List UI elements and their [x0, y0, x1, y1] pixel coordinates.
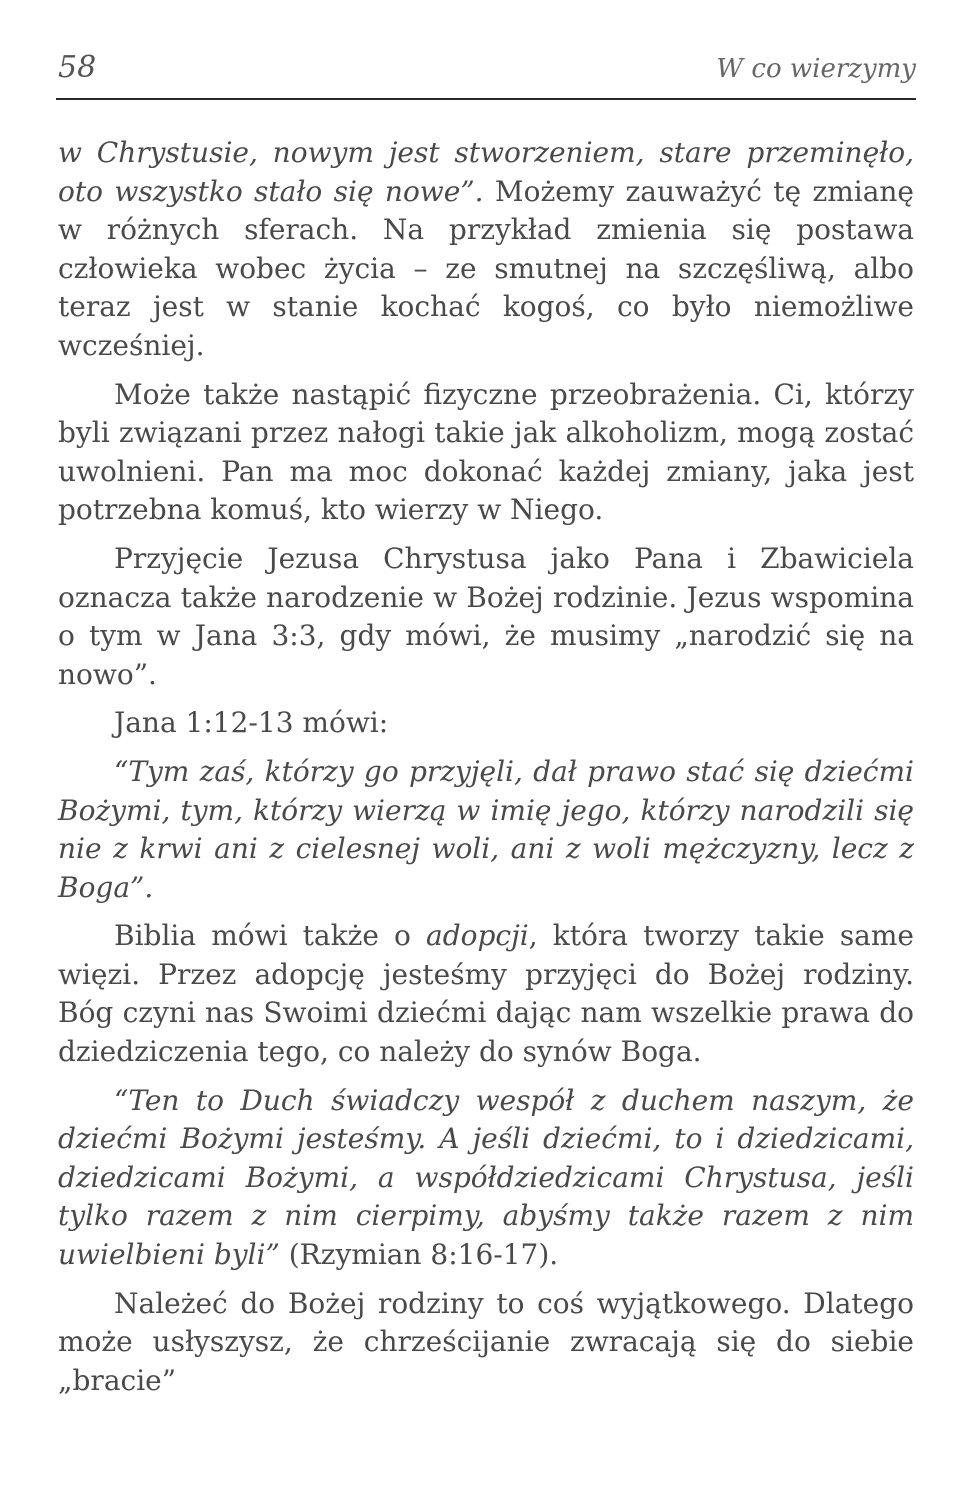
- scripture-quote-1: “Tym zaś, którzy go przyjęli, dał prawo stać się dziećmi Bożymi, tym, którzy wierzą w imię jego, którzy narodzili się nie z krwi ani z cielesnej woli, ani z woli mężczyzny, lecz z Boga”.: [58, 754, 914, 904]
- paragraph-text: Możemy zauważyć tę zmianę w różnych sferach. Na przykład zmienia się postawa człowieka wobec życia – ze smutnej na szczęśliwą, albo teraz jest w stanie kochać kogoś, co było niemożliwe wcześniej.: [58, 174, 914, 362]
- quote-reference: (Rzymian 8:16-17).: [279, 1238, 559, 1272]
- scripture-fragment: w Chrystusie, nowym jest stworzeniem, stare przeminęło, oto wszystko stało się nowe”.: [58, 136, 914, 208]
- quote-text: “Ten to Duch świadczy wespół z duchem naszym, że dziećmi Bożymi jesteśmy. A jeśli dziećmi, to i dziedzicami, dziedzicami Bożymi, a współdziedzicami Chrystusa, jeśli tylko razem z nim cierpimy, abyśmy także razem z nim uwielbieni byli”: [58, 1083, 914, 1272]
- page-body: [58, 134, 914, 1400]
- paragraph-text: , która tworzy takie same więzi. Przez adopcję jesteśmy przyjęci do Bożej rodziny. Bóg czyni nas Swoimi dziećmi dając nam wszelkie prawa do dziedziczenia tego, co należy do synów Boga.: [58, 919, 914, 1069]
- page-header: [56, 50, 916, 94]
- emphasis-term: adopcji: [426, 919, 529, 953]
- citation-intro: Jana 1:12-13 mówi:: [114, 706, 389, 740]
- paragraph-8: Należeć do Bożej rodziny to coś wyjątkowego. Dlatego może usłyszysz, że chrześcijanie zwracają się do siebie „bracie”: [58, 1286, 914, 1397]
- running-title: W co wierzymy: [716, 54, 916, 84]
- paragraph-text: Biblia mówi także o: [114, 919, 427, 953]
- scripture-quote-2: [58, 1082, 914, 1275]
- page-number: 58: [58, 50, 97, 85]
- paragraph-2: Może także nastąpić fizyczne przeobrażenia. Ci, którzy byli związani przez nałogi takie jak alkoholizm, mogą zostać uwolnieni. Pan ma moc dokonać każdej zmiany, jaka jest potrzebna komuś, kto wierzy w Niego.: [58, 377, 914, 527]
- paragraph-3: Przyjęcie Jezusa Chrystusa jako Pana i Zbawiciela oznacza także narodzenie w Bożej rodzinie. Jezus wspomina o tym w Jana 3:3, gdy mówi, że musimy „narodzić się na nowo”.: [58, 541, 914, 691]
- paragraph-6: [58, 917, 914, 1071]
- header-rule: [56, 98, 916, 100]
- paragraph-1: [58, 134, 914, 366]
